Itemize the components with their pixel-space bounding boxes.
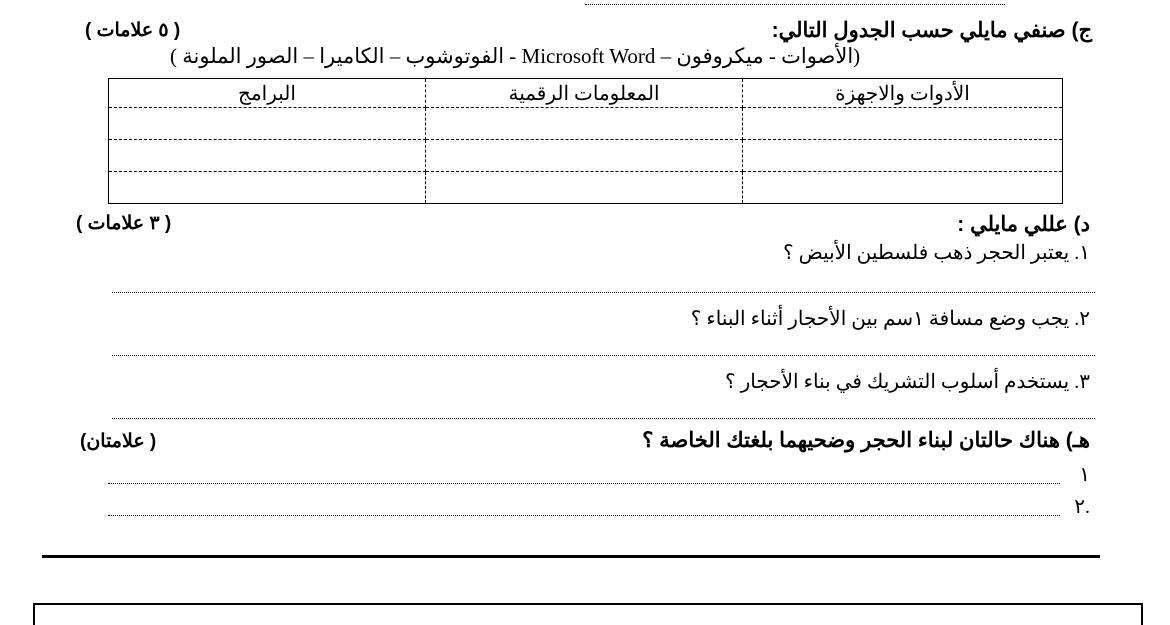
table-row — [109, 172, 1063, 204]
table-cell[interactable] — [109, 108, 426, 140]
section-d-title: د) عللي مايلي : — [957, 213, 1090, 236]
answer-line-2[interactable] — [112, 355, 1095, 356]
question-1: ١. يعتبر الحجر ذهب فلسطين الأبيض ؟ — [782, 242, 1090, 264]
header-tools-devices: الأدوات والاجهزة — [743, 79, 1063, 108]
question-3: ٣. يستخدم أسلوب التشريك في بناء الأحجار ؟ — [725, 371, 1090, 393]
section-e-marks: ( علامتان) — [80, 431, 157, 452]
table-cell[interactable] — [109, 140, 426, 172]
section-divider — [42, 555, 1100, 558]
table-header-row — [109, 79, 1063, 108]
table-row — [109, 108, 1063, 140]
table-cell[interactable] — [426, 140, 743, 172]
answer-line-e1[interactable] — [108, 483, 1060, 484]
table-cell[interactable] — [743, 172, 1063, 204]
answer-label-1: ١ — [1079, 464, 1090, 486]
table-cell[interactable] — [426, 172, 743, 204]
table-cell[interactable] — [426, 108, 743, 140]
table-row — [109, 140, 1063, 172]
bottom-frame — [33, 603, 1143, 625]
answer-line-e2[interactable] — [108, 515, 1060, 516]
section-e-title: هـ) هناك حالتان لبناء الحجر وضحيهما بلغتك الخاصة ؟ — [642, 429, 1090, 452]
question-2: ٢. يجب وضع مسافة ١سم بين الأحجار أثناء البناء ؟ — [690, 308, 1090, 330]
section-c-items: (الأصوات - ميكروفون – Microsoft Word - الفوتوشوب – الكاميرا – الصور الملونة ) — [170, 44, 861, 68]
header-digital-info: المعلومات الرقمية — [426, 79, 743, 108]
answer-label-2: ٢. — [1074, 496, 1090, 518]
section-c-marks: ( ٥ علامات ) — [85, 20, 181, 41]
section-d-marks: ( ٣ علامات ) — [76, 213, 172, 234]
answer-line-3[interactable] — [112, 418, 1095, 419]
section-c-title: ج) صنفي مايلي حسب الجدول التالي: — [771, 19, 1092, 42]
table-cell[interactable] — [743, 140, 1063, 172]
answer-line-top — [585, 4, 1005, 5]
table-cell[interactable] — [109, 172, 426, 204]
answer-line-1[interactable] — [112, 292, 1095, 293]
header-programs: البرامج — [109, 79, 426, 108]
table-cell[interactable] — [743, 108, 1063, 140]
classification-table — [108, 78, 1063, 204]
